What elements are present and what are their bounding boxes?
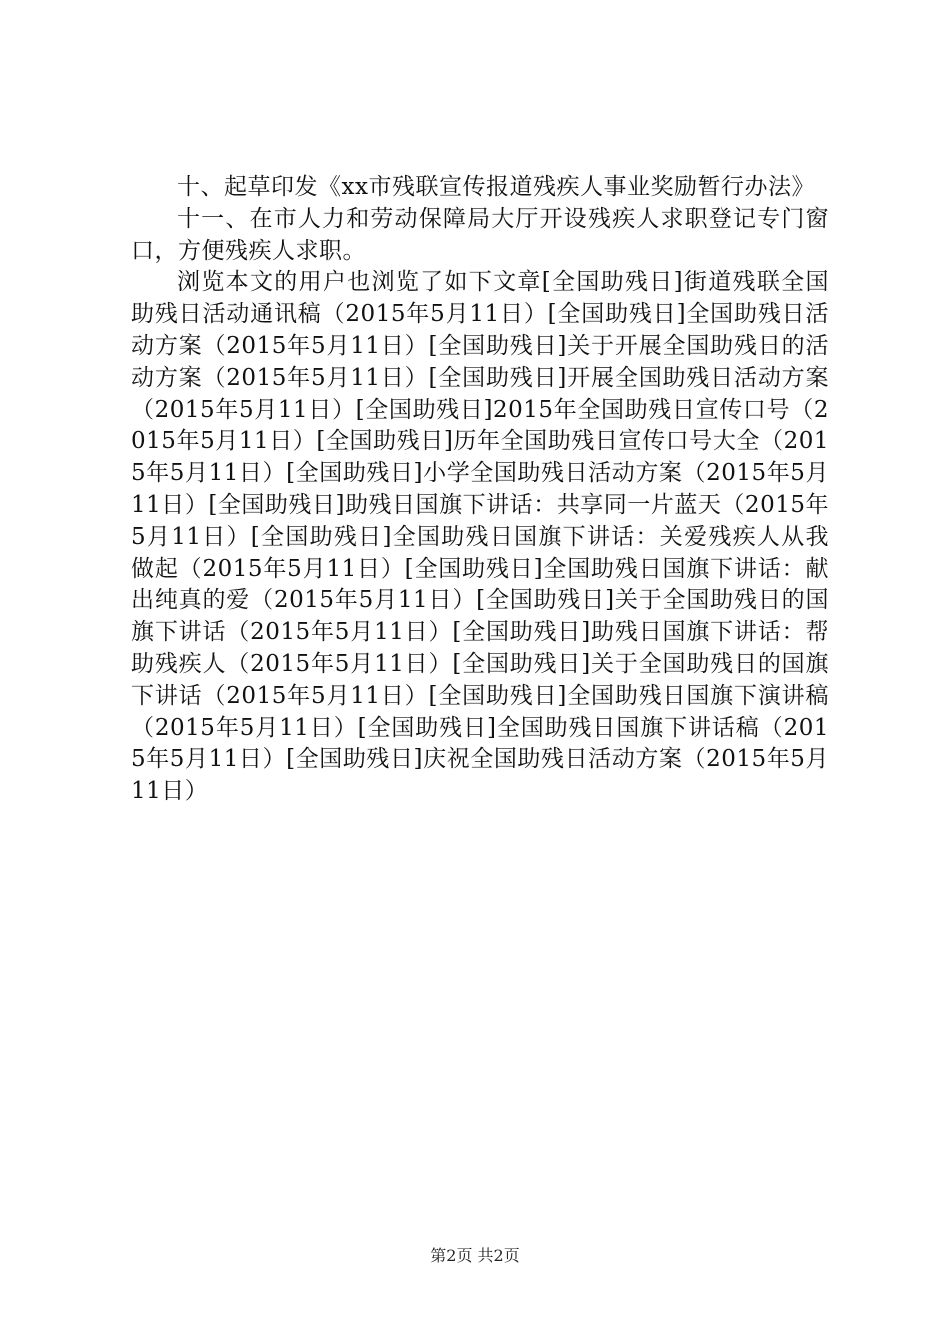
document-body <box>131 172 829 808</box>
related-articles-paragraph: 浏览本文的用户也浏览了如下文章[全国助残日]街道残联全国助残日活动通讯稿（2015年5月11日）[全国助残日]全国助残日活动方案（2015年5月11日）[全国助残日]关于开展全国助残日的活动方案（2015年5月11日）[全国助残日]开展全国助残日活动方案（2015年5月11日）[全国助残日]2015年全国助残日宣传口号（2015年5月11日）[全国助残日]历年全国助残日宣传口号大全（2015年5月11日）[全国助残日]小学全国助残日活动方案（2015年5月11日）[全国助残日]助残日国旗下讲话：共享同一片蓝天（2015年5月11日）[全国助残日]全国助残日国旗下讲话：关爱残疾人从我做起（2015年5月11日）[全国助残日]全国助残日国旗下讲话：献出纯真的爱（2015年5月11日）[全国助残日]关于全国助残日的国旗下讲话（2015年5月11日）[全国助残日]助残日国旗下讲话：帮助残疾人（2015年5月11日）[全国助残日]关于全国助残日的国旗下讲话（2015年5月11日）[全国助残日]全国助残日国旗下演讲稿（2015年5月11日）[全国助残日]全国助残日国旗下讲话稿（2015年5月11日）[全国助残日]庆祝全国助残日活动方案（2015年5月11日） <box>131 269 829 805</box>
paragraph-item-10: 十、起草印发《xx市残联宣传报道残疾人事业奖励暂行办法》 <box>177 174 815 200</box>
paragraph-item-11: 十一、在市人力和劳动保障局大厅开设残疾人求职登记专门窗口，方便残疾人求职。 <box>131 205 829 264</box>
page-number-label: 第2页 共2页 <box>430 1246 520 1265</box>
page-footer <box>0 1243 950 1266</box>
